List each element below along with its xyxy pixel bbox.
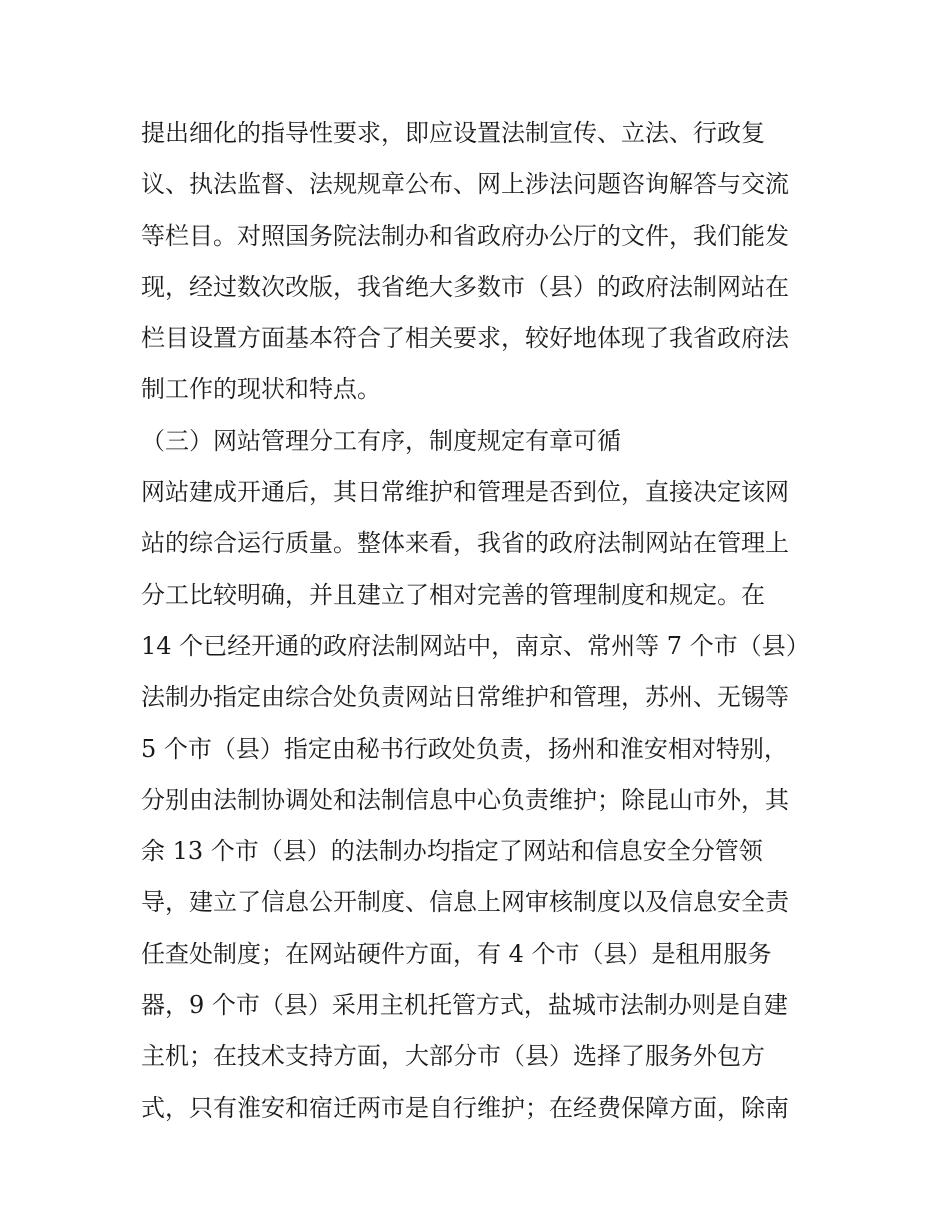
text-line: 分工比较明确，并且建立了相对完善的管理制度和规定。在 — [141, 580, 765, 609]
text-line: 提出细化的指导性要求，即应设置法制宣传、立法、行政复 — [141, 119, 765, 147]
section-heading: （三）网站管理分工有序，制度规定有章可循 — [141, 426, 621, 455]
text-line: 站的综合运行质量。整体来看，我省的政府法制网站在管理上 — [141, 529, 789, 558]
text-line: 现，经过数次改版，我省绝大多数市（县）的政府法制网站在 — [141, 272, 789, 301]
text-line: 网站建成开通后，其日常维护和管理是否到位，直接决定该网 — [141, 478, 789, 507]
text-line: 分别由法制协调处和法制信息中心负责维护；除昆山市外，其 — [141, 785, 789, 814]
text-line: 导，建立了信息公开制度、信息上网审核制度以及信息安全责 — [141, 888, 789, 917]
text-line: 主机；在技术支持方面，大部分市（县）选择了服务外包方 — [141, 1042, 765, 1071]
text-line: 余 13 个市（县）的法制办均指定了网站和信息安全分管领 — [141, 837, 763, 866]
text-line: 式，只有淮安和宿迁两市是自行维护；在经费保障方面，除南 — [141, 1093, 789, 1122]
text-line: 14 个已经开通的政府法制网站中，南京、常州等 7 个市（县） — [141, 631, 810, 660]
text-line: 栏目设置方面基本符合了相关要求，较好地体现了我省政府法 — [141, 324, 789, 353]
text-line: 议、执法监督、法规规章公布、网上涉法问题咨询解答与交流 — [141, 170, 789, 199]
text-line: 等栏目。对照国务院法制办和省政府办公厅的文件，我们能发 — [141, 221, 789, 250]
text-line: 5 个市（县）指定由秘书行政处负责，扬州和淮安相对特别， — [141, 734, 788, 763]
text-line: 器，9 个市（县）采用主机托管方式，盐城市法制办则是自建 — [141, 991, 788, 1020]
text-line: 任查处制度；在网站硬件方面，有 4 个市（县）是租用服务 — [141, 939, 772, 968]
text-line: 制工作的现状和特点。 — [141, 375, 381, 404]
body-text — [141, 108, 821, 1134]
text-line: 法制办指定由综合处负责网站日常维护和管理，苏州、无锡等 — [141, 683, 789, 712]
